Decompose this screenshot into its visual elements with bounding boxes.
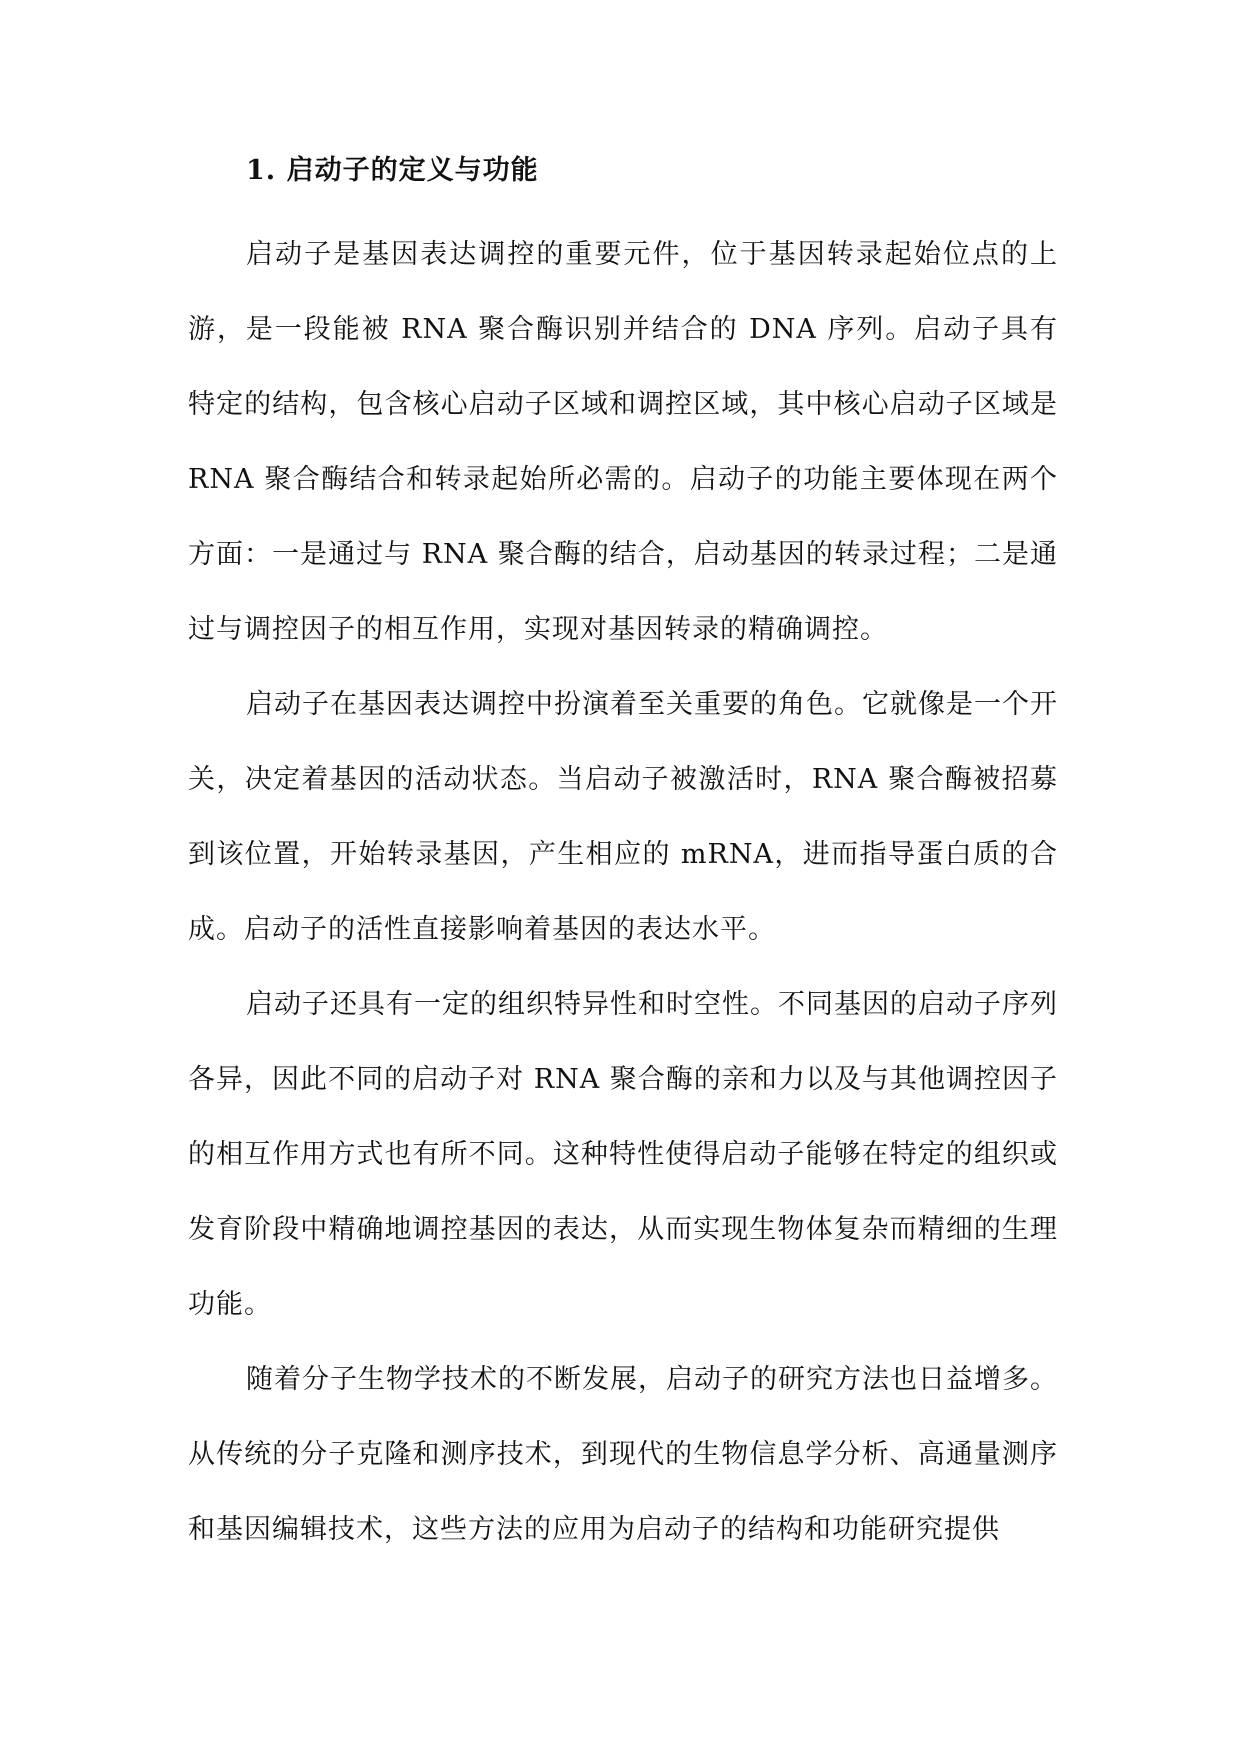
paragraph-specificity: 启动子还具有一定的组织特异性和时空性。不同基因的启动子序列各异，因此不同的启动子对 RNA 聚合酶的亲和力以及与其他调控因子的相互作用方式也有所不同。这种特性使得启动子能够在特定的组织或发育阶段中精确地调控基因的表达，从而实现生物体复杂而精细的生理功能。 <box>188 989 1058 1320</box>
paragraph-methods: 随着分子生物学技术的不断发展，启动子的研究方法也日益增多。从传统的分子克隆和测序技术，到现代的生物信息学分析、高通量测序和基因编辑技术，这些方法的应用为启动子的结构和功能研究提供 <box>188 1364 1058 1545</box>
document-body <box>188 145 1058 1567</box>
paragraph-definition: 启动子是基因表达调控的重要元件，位于基因转录起始位点的上游，是一段能被 RNA 聚合酶识别并结合的 DNA 序列。启动子具有特定的结构，包含核心启动子区域和调控区域，其中核心启动子区域是 RNA 聚合酶结合和转录起始所必需的。启动子的功能主要体现在两个方面：一是通过与 RNA 聚合酶的结合，启动基因的转录过程；二是通过与调控因子的相互作用，实现对基因转录的精确调控。 <box>188 239 1058 645</box>
paragraph-role: 启动子在基因表达调控中扮演着至关重要的角色。它就像是一个开关，决定着基因的活动状态。当启动子被激活时，RNA 聚合酶被招募到该位置，开始转录基因，产生相应的 mRNA，进而指导蛋白质的合成。启动子的活性直接影响着基因的表达水平。 <box>188 689 1058 945</box>
section-heading: 1. 启动子的定义与功能 <box>246 155 539 186</box>
